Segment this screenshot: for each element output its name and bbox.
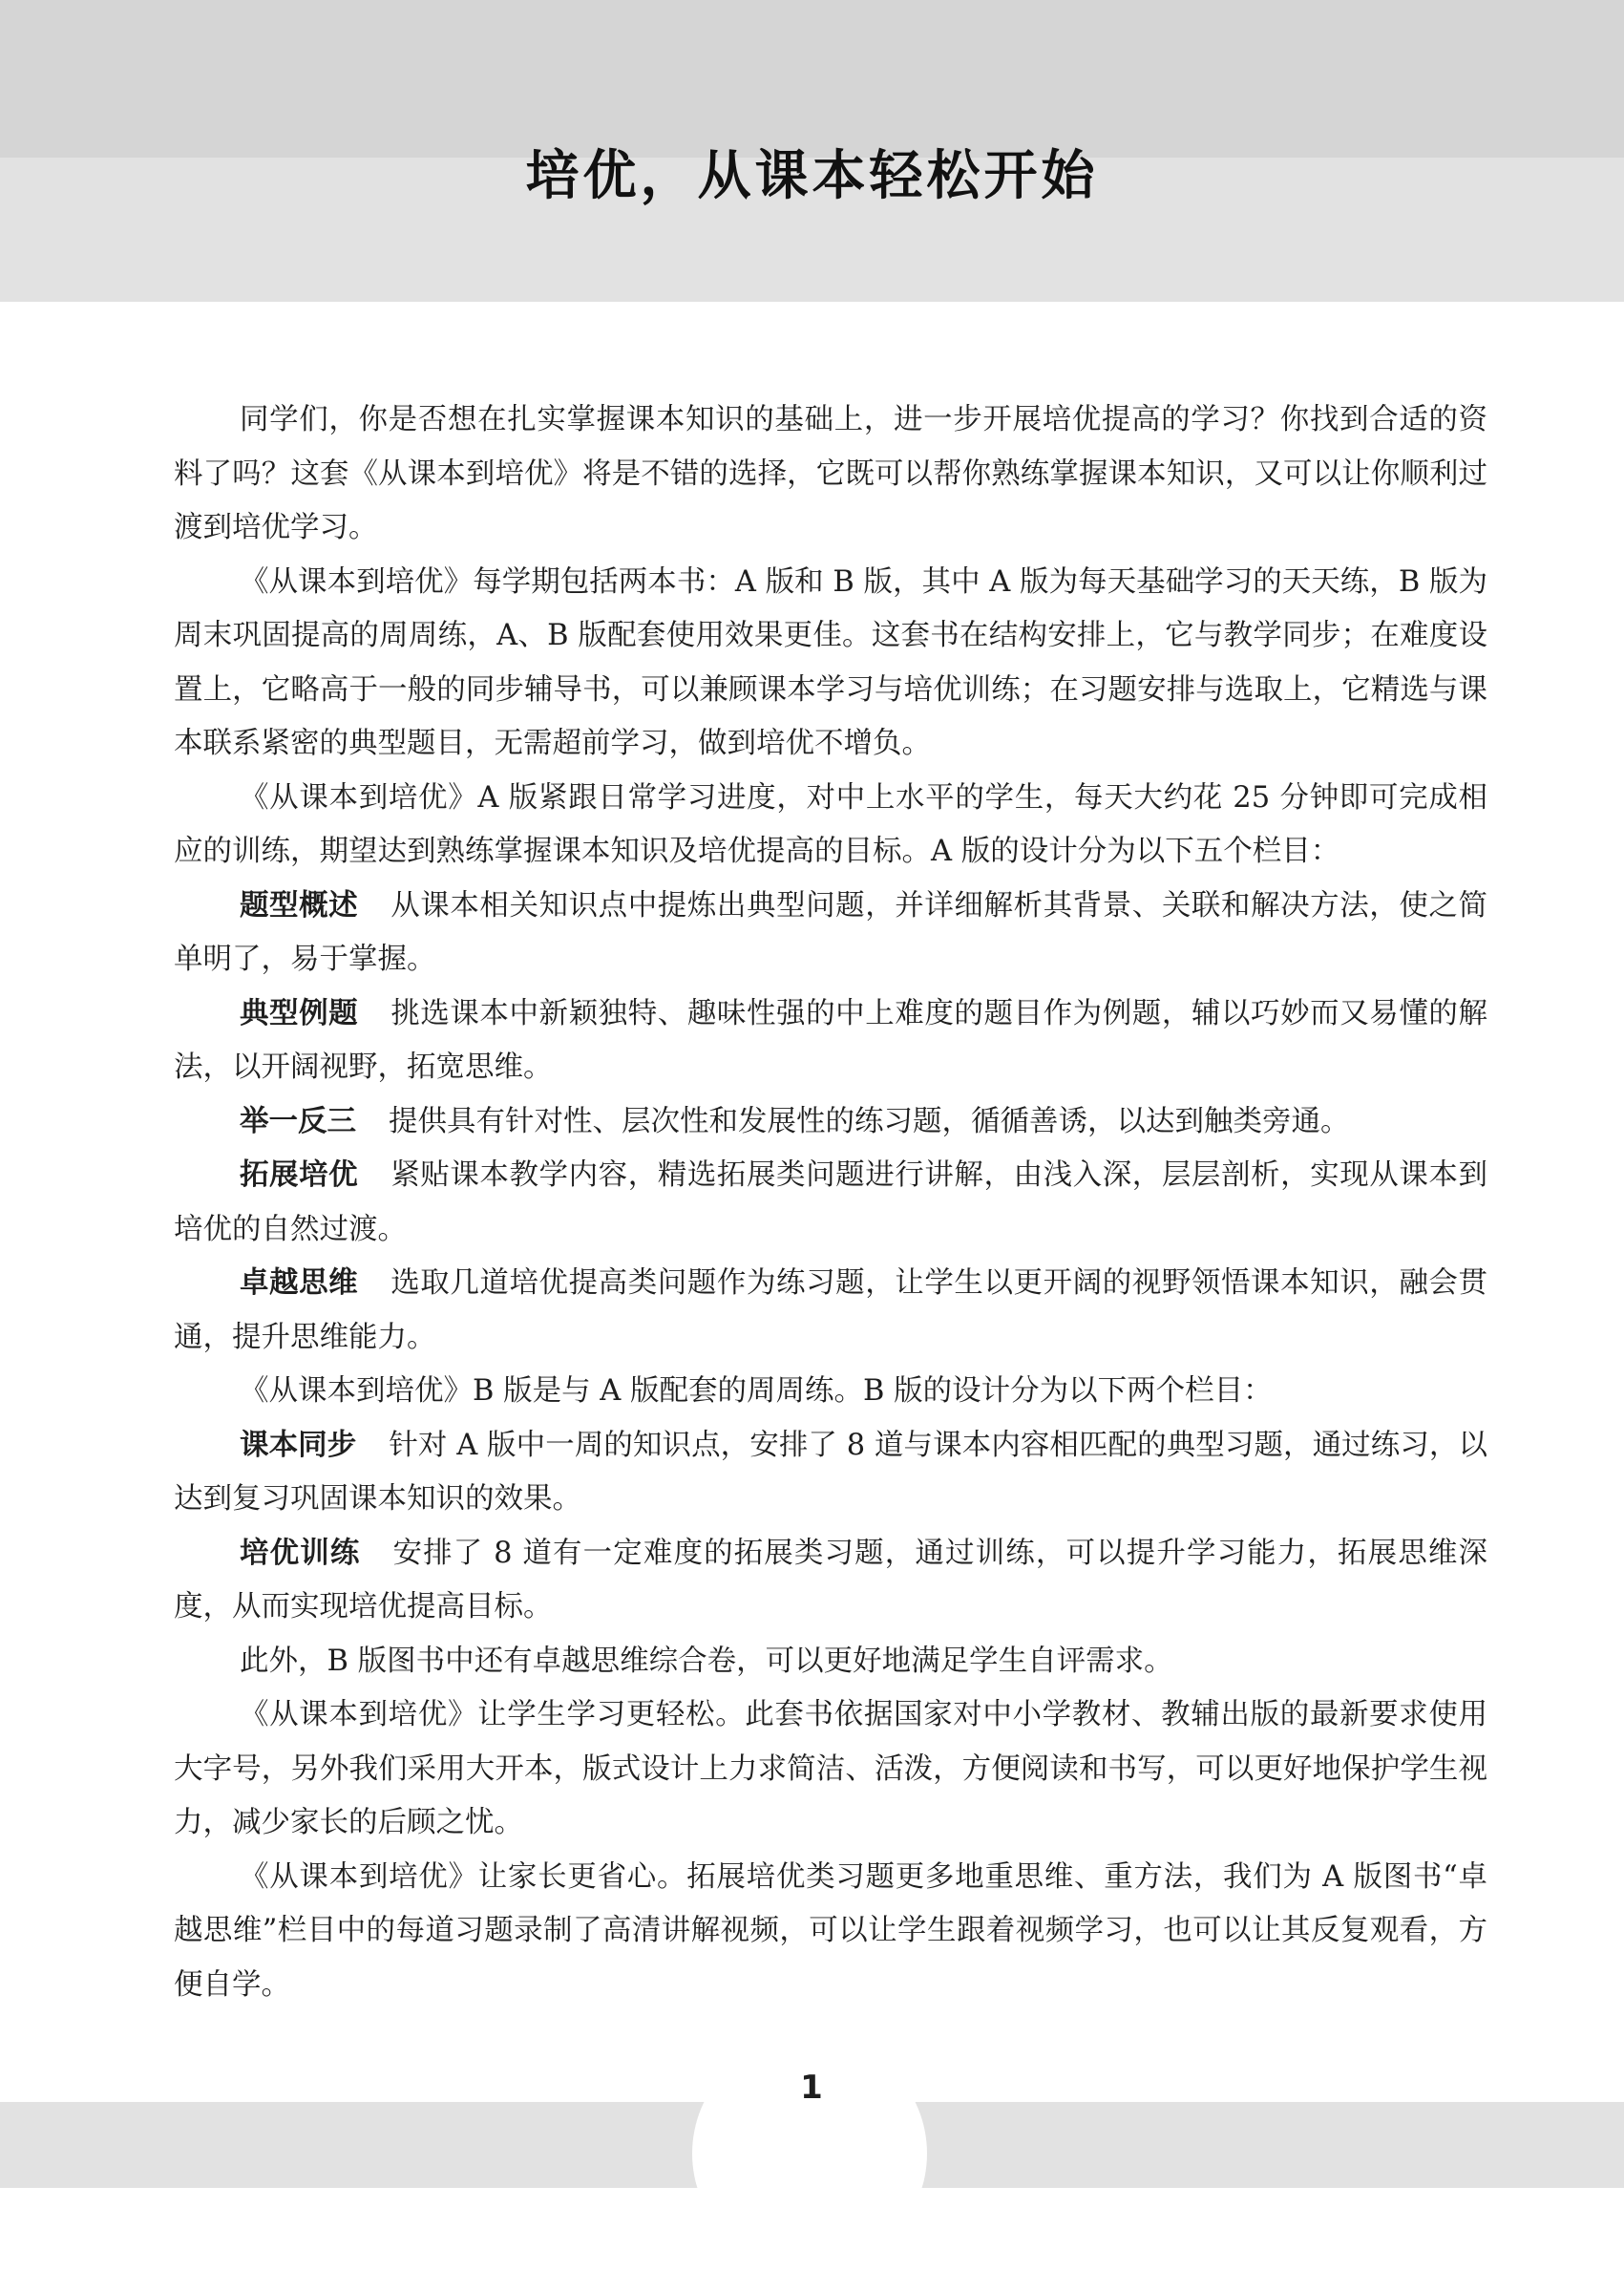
section-description: 紧贴课本教学内容，精选拓展类问题进行讲解，由浅入深，层层剖析，实现从课本到培优的自然过渡。 [174, 1158, 1487, 1246]
paragraph-text: 此外，B 版图书中还有卓越思维综合卷，可以更好地满足学生自评需求。 [240, 1644, 1173, 1678]
section-paragraph [174, 1419, 1487, 1527]
section-name: 举一反三 [240, 1104, 356, 1138]
section-paragraph [174, 1257, 1487, 1365]
paragraph [174, 1635, 1487, 1689]
section-description: 针对 A 版中一周的知识点，安排了 8 道与课本内容相匹配的典型习题，通过练习，以达到复习巩固课本知识的效果。 [174, 1428, 1487, 1516]
section-name: 典型例题 [240, 996, 359, 1030]
paragraph [174, 1851, 1487, 2013]
paragraph-text: 同学们，你是否想在扎实掌握课本知识的基础上，进一步开展培优提高的学习？你找到合适的资料了吗？这套《从课本到培优》将是不错的选择，它既可以帮你熟练掌握课本知识，又可以让你顺利过渡到培优学习。 [174, 403, 1487, 544]
paragraph-text: 《从课本到培优》B 版是与 A 版配套的周周练。B 版的设计分为以下两个栏目： [240, 1374, 1273, 1408]
section-paragraph [174, 1149, 1487, 1257]
section-paragraph [174, 1527, 1487, 1635]
page-title: 培优，从课本轻松开始 [525, 145, 1099, 207]
paragraph [174, 772, 1487, 880]
section-paragraph [174, 1095, 1487, 1150]
paragraph [174, 1365, 1487, 1419]
paragraph [174, 556, 1487, 772]
paragraph [174, 393, 1487, 556]
section-name: 课本同步 [240, 1428, 357, 1462]
paragraph-text: 《从课本到培优》A 版紧跟日常学习进度，对中上水平的学生，每天大约花 25 分钟即可完成相应的训练，期望达到熟练掌握课本知识及培优提高的目标。A 版的设计分为以下五个栏目： [174, 780, 1487, 868]
section-name: 卓越思维 [240, 1266, 359, 1300]
paragraph-text: 《从课本到培优》让家长更省心。拓展培优类习题更多地重思维、重方法，我们为 A 版图书“卓越思维”栏目中的每道习题录制了高清讲解视频，可以让学生跟着视频学习，也可以让其反复观看，方便自学。 [174, 1859, 1487, 2002]
paragraph-text: 《从课本到培优》让学生学习更轻松。此套书依据国家对中小学教材、教辅出版的最新要求使用大字号，另外我们采用大开本，版式设计上力求简洁、活泼，方便阅读和书写，可以更好地保护学生视力，减少家长的后顾之忧。 [174, 1698, 1487, 1839]
section-name: 拓展培优 [240, 1158, 359, 1192]
paragraph-text: 《从课本到培优》每学期包括两本书：A 版和 B 版，其中 A 版为每天基础学习的天天练，B 版为周末巩固提高的周周练，A、B 版配套使用效果更佳。这套书在结构安排上，它与教学同步；在难度设置上，它略高于一般的同步辅导书，可以兼顾课本学习与培优训练；在习题安排与选取上，它精选与课本联系紧密的典型题目，无需超前学习，做到培优不增负。 [174, 564, 1487, 760]
section-name: 题型概述 [240, 888, 359, 923]
section-description: 提供具有针对性、层次性和发展性的练习题，循循善诱，以达到触类旁通。 [389, 1104, 1350, 1138]
section-description: 挑选课本中新颖独特、趣味性强的中上难度的题目作为例题，辅以巧妙而又易懂的解法，以开阔视野，拓宽思维。 [174, 996, 1487, 1084]
page-number: 1 [800, 2069, 823, 2107]
section-name: 培优训练 [240, 1536, 361, 1570]
section-description: 安排了 8 道有一定难度的拓展类习题，通过训练，可以提升学习能力，拓展思维深度，从而实现培优提高目标。 [174, 1536, 1488, 1624]
paragraph [174, 1688, 1487, 1851]
section-paragraph [174, 880, 1487, 987]
section-paragraph [174, 987, 1487, 1095]
section-description: 选取几道培优提高类问题作为练习题，让学生以更开阔的视野领悟课本知识，融会贯通，提升思维能力。 [174, 1266, 1487, 1354]
section-description: 从课本相关知识点中提炼出典型问题，并详细解析其背景、关联和解决方法，使之简单明了，易于掌握。 [174, 888, 1487, 976]
body-text [174, 393, 1487, 2012]
